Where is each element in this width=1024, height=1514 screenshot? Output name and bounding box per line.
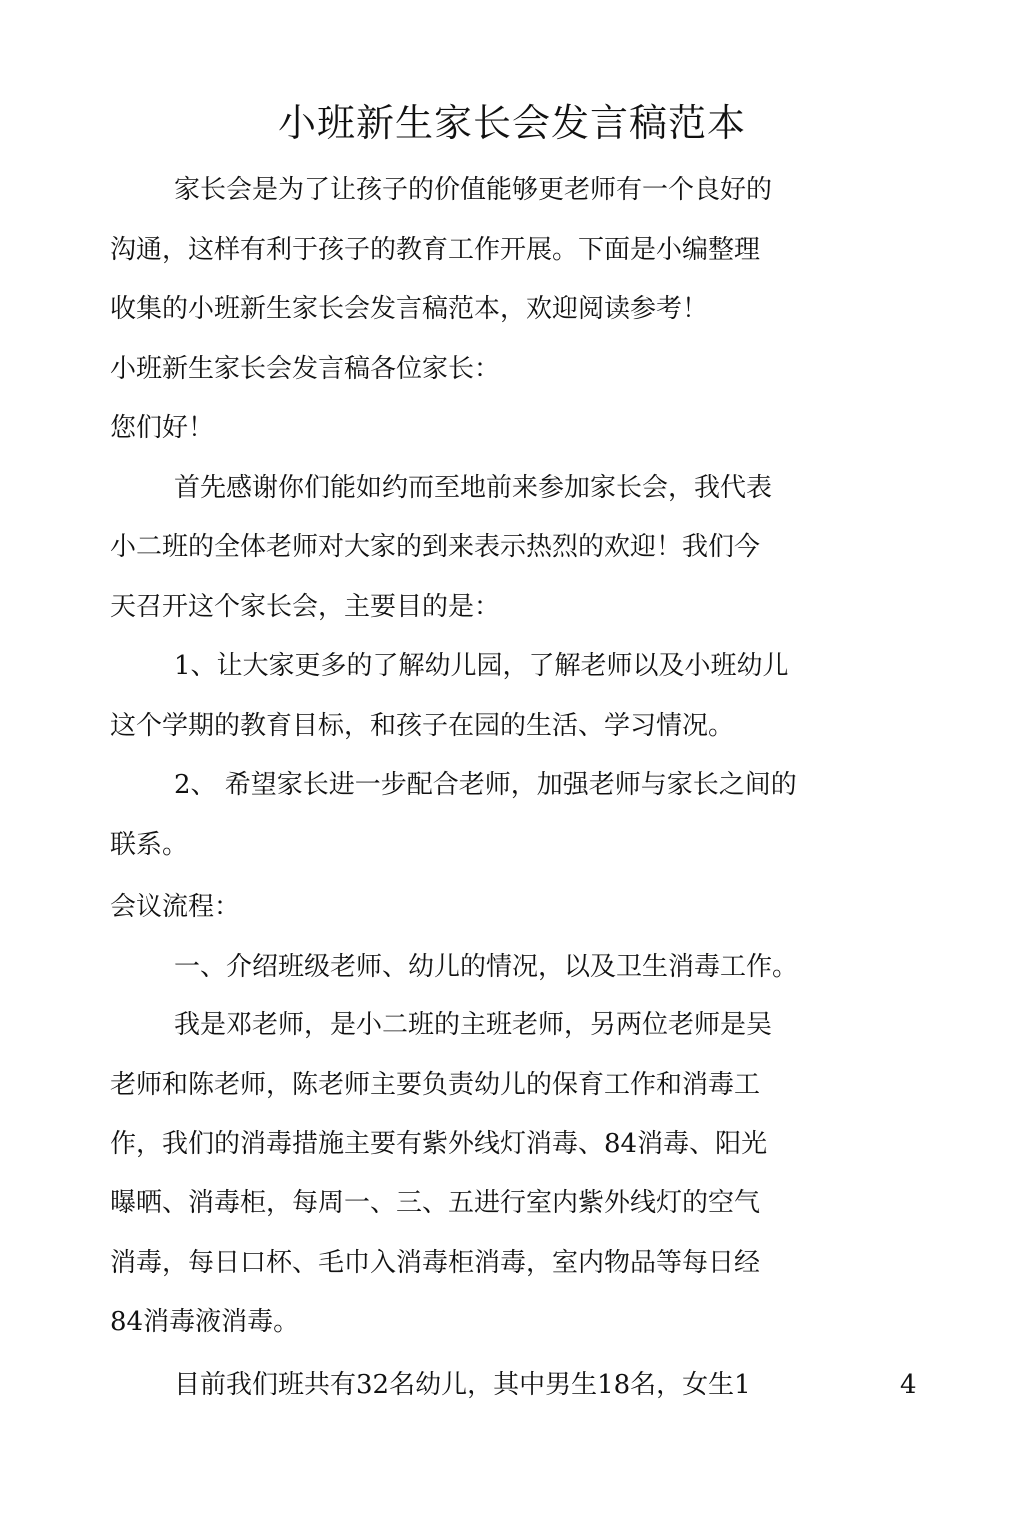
paragraph-line: 小二班的全体老师对大家的到来表示热烈的欢迎！我们今 <box>110 532 761 562</box>
paragraph-line: 收集的小班新生家长会发言稿范本，欢迎阅读参考！ <box>110 294 709 324</box>
paragraph-line: 目前我们班共有32名幼儿，其中男生18名，女生1 <box>174 1370 751 1400</box>
paragraph-line: 我是邓老师，是小二班的主班老师，另两位老师是吴 <box>174 1010 773 1040</box>
paragraph-line: 您们好！ <box>110 413 215 443</box>
section-item-line: 一、介绍班级老师、幼儿的情况，以及卫生消毒工作。 <box>174 952 799 982</box>
page-number: 4 <box>900 1370 917 1400</box>
list-item-line: 2、 希望家长进一步配合老师，加强老师与家长之间的 <box>174 770 797 800</box>
paragraph-line: 家长会是为了让孩子的价值能够更老师有一个良好的 <box>174 175 773 205</box>
paragraph-line: 沟通，这样有利于孩子的教育工作开展。下面是小编整理 <box>110 235 761 265</box>
paragraph-line: 天召开这个家长会，主要目的是： <box>110 592 501 622</box>
paragraph-line: 首先感谢你们能如约而至地前来参加家长会，我代表 <box>174 473 773 503</box>
section-heading: 会议流程： <box>110 892 241 922</box>
list-item-line: 联系。 <box>110 830 189 860</box>
paragraph-line: 84消毒液消毒。 <box>110 1307 300 1337</box>
paragraph-line: 老师和陈老师，陈老师主要负责幼儿的保育工作和消毒工 <box>110 1070 761 1100</box>
list-item-line: 1、让大家更多的了解幼儿园，了解老师以及小班幼儿 <box>174 651 789 681</box>
paragraph-line: 小班新生家长会发言稿各位家长： <box>110 354 501 384</box>
list-item-line: 这个学期的教育目标，和孩子在园的生活、学习情况。 <box>110 711 735 741</box>
paragraph-line: 曝晒、消毒柜，每周一、三、五进行室内紫外线灯的空气 <box>110 1188 761 1218</box>
paragraph-line: 作，我们的消毒措施主要有紫外线灯消毒、84消毒、阳光 <box>110 1129 768 1159</box>
paragraph-line: 消毒，每日口杯、毛巾入消毒柜消毒，室内物品等每日经 <box>110 1248 761 1278</box>
document-title: 小班新生家长会发言稿范本 <box>277 101 746 145</box>
